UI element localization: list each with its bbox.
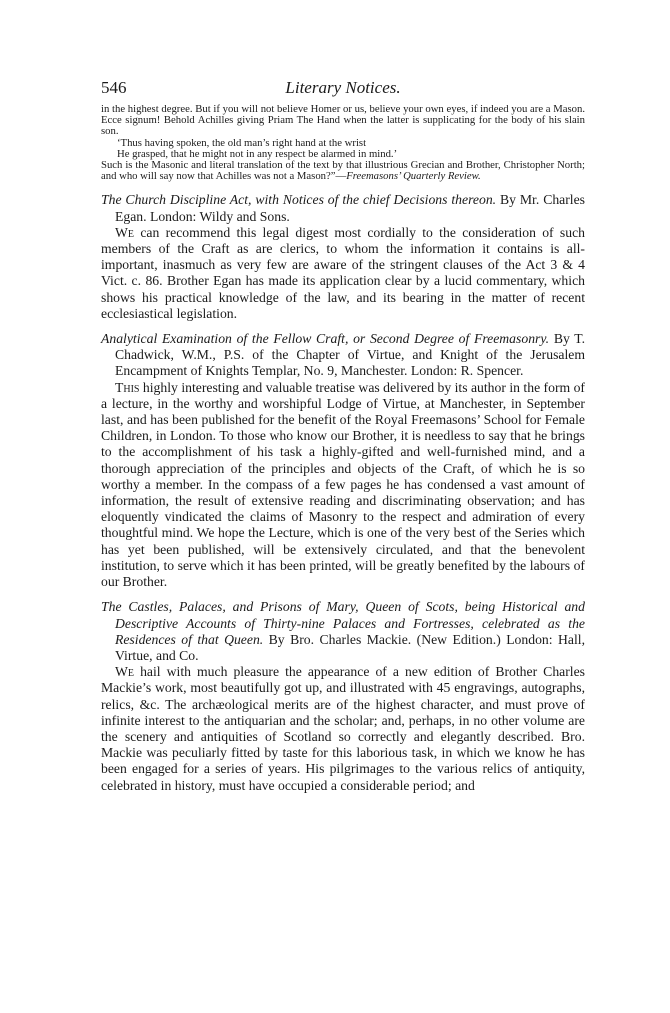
notice-heading xyxy=(101,599,585,664)
body-text: hail with much pleasure the appearance of a new edition of Brother Charles Mackie’s work, most beautifully got up, and illustrated with 45 engravings, autographs, relics, &c. The archæological merits are of the highest character, and must prove of infinite interest to the antiquarian and the scholar; and, perhaps, in no other volume are the scenery and antiquities of Scotland so correctly and elegantly described. Bro. Mackie was peculiarly fitted by taste for this laborious task, in which we know he has been engaged for a series of years. His pilgrimages to the various relics of antiquity, celebrated in history, must have occupied a considerable period; and xyxy=(101,664,585,793)
book-title: Analytical Examination of the Fellow Craft, or Second Degree of Freemasonry. xyxy=(101,331,550,347)
book-title: The Church Discipline Act, with Notices of the chief Decisions thereon. xyxy=(101,192,497,208)
lead-word: We xyxy=(115,224,135,240)
page-number: 546 xyxy=(101,78,127,97)
notice-body xyxy=(101,380,585,591)
book-title: The Castles, Palaces, and Prisons of Mary, Queen of Scots, being Historical and Descriptive Accounts of Thirty-nine Palaces and Fortresses, celebrated as the Residences of that Queen. xyxy=(101,599,585,647)
page-header xyxy=(101,78,585,104)
verse-line-2: He grasped, that he might not in any respect be alarmed in mind.’ xyxy=(117,147,398,160)
notice-entry xyxy=(101,599,585,793)
body-text: can recommend this legal digest most cordially to the consideration of such members of the Craft as are clerics, to whom the information it contains is all-important, inasmuch as very few are aware of the stringent clauses of the Act 3 & 4 Vict. c. 86. Brother Egan has made its application clear by a lucid commentary, which shows his practical knowledge of the law, and its bearing in the matter of recent ecclesiastical legislation. xyxy=(101,224,585,321)
quote-outro xyxy=(101,160,585,182)
running-title: Literary Notices. xyxy=(285,78,401,97)
notice-body xyxy=(101,225,585,322)
quote-citation: Freemasons’ Quarterly Review. xyxy=(346,170,481,183)
book-details: By Mr. Charles Egan. London: Wildy and Sons. xyxy=(115,192,585,224)
verse-line-1: ‘Thus having spoken, the old man’s right hand at the wrist xyxy=(117,136,367,149)
lead-word: This xyxy=(115,379,140,395)
book-details: By T. Chadwick, W.M., P.S. of the Chapter of Virtue, and Knight of the Jerusalem Encampment of Knights Templar, No. 9, Manchester. London: R. Spencer. xyxy=(115,331,585,379)
book-details: By Bro. Charles Mackie. (New Edition.) London: Hall, Virtue, and Co. xyxy=(115,631,586,663)
notice-entry xyxy=(101,331,585,590)
quote-block xyxy=(101,104,585,182)
notice-heading xyxy=(101,192,585,224)
notice-body xyxy=(101,664,585,794)
notice-entry xyxy=(101,192,585,322)
notice-heading xyxy=(101,331,585,380)
quote-intro: in the highest degree. But if you will not believe Homer or us, believe your own eyes, if indeed you are a Mason. Ecce signum! Behold Achilles giving Priam The Hand when the latter is supplicating for the body of his slain son. xyxy=(101,103,585,138)
body-text: highly interesting and valuable treatise was delivered by its author in the form of a lecture, in the worthy and worshipful Lodge of Virtue, at Manchester, in September last, and has been published for the benefit of the Royal Freemasons’ School for Female Children, in London. To those who know our Brother, it is needless to say that he brings to the accomplishment of his task a highly-gifted and well-furnished mind, and a thorough appreciation of the principles and objects of the Craft, of which he is so worthy a member. In the compass of a few pages he has condensed a vast amount of information, the result of extensive reading and discriminating observation; and has eloquently vindicated the claims of Masonry to the respect and admiration of every thoughtful mind. We hope the Lecture, which is one of the very best of the Series which has yet been published, will be extensively circulated, and that the benevolent institution, to serve which it has been printed, will be greatly benefited by the labours of our Brother. xyxy=(101,379,585,590)
quote-outro-text: Such is the Masonic and literal translation of the text by that illustrious Grecian and Brother, Christopher North; and who will say now that Achilles was not a Mason?”— xyxy=(101,159,585,183)
lead-word: We xyxy=(115,664,135,680)
